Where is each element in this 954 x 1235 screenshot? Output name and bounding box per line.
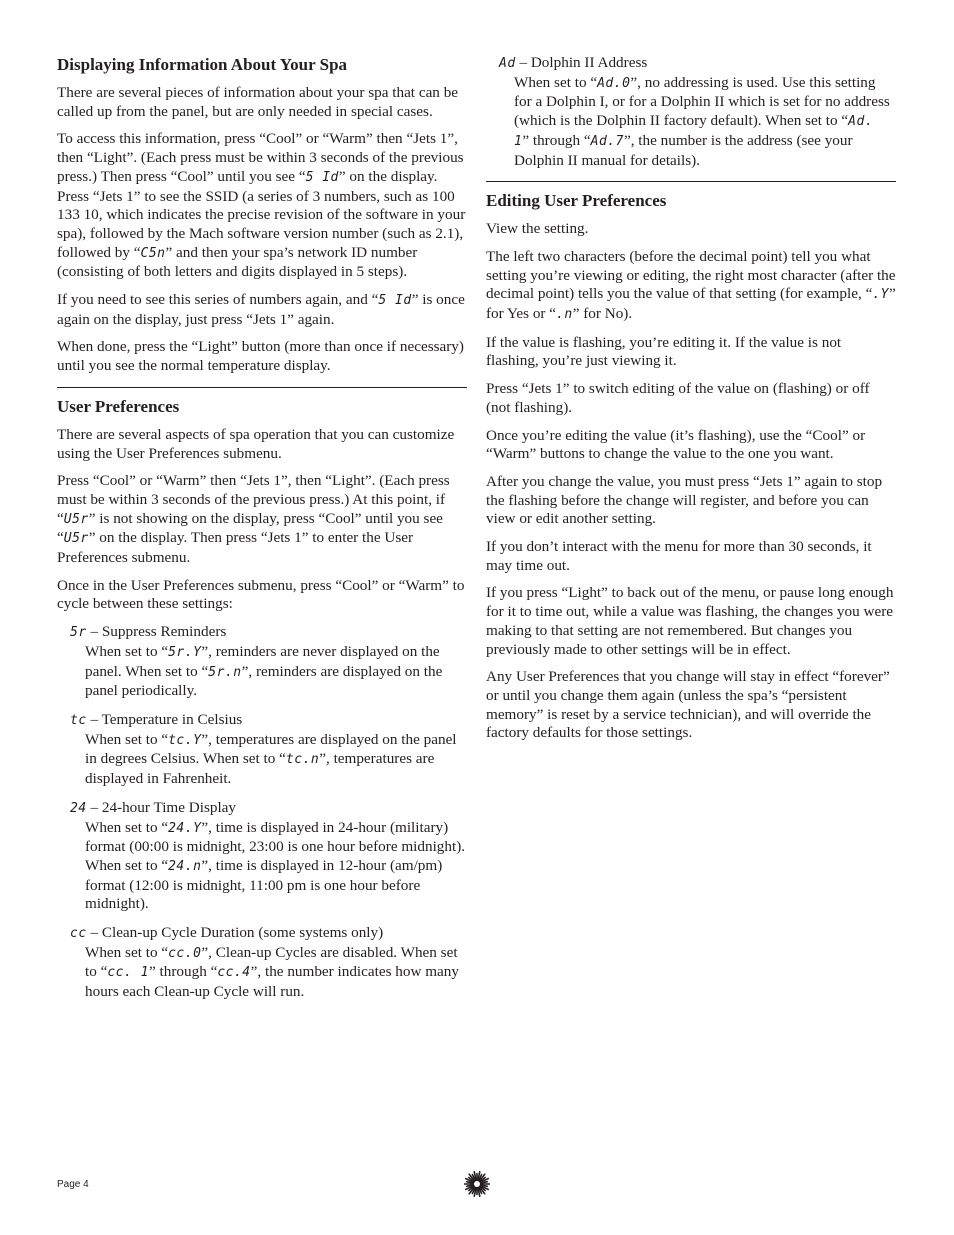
- lcd-code: U5r: [63, 511, 89, 527]
- lcd-code: C5n: [140, 245, 166, 261]
- setting-suppress-reminders: 5r – Suppress Reminders When set to “5r.Y”, reminders are never displayed on the panel. When set to “5r.n”, reminders are displayed on the panel periodically.: [70, 623, 443, 700]
- paragraph: If you don’t interact with the menu for more than 30 seconds, it may time out.: [486, 538, 872, 574]
- lcd-code: cc.4: [217, 965, 251, 981]
- lcd-code: 5r.n: [208, 664, 242, 680]
- paragraph: When done, press the “Light” button (more than once if necessary) until you see the normal temperature display.: [57, 338, 464, 375]
- paragraph: Any User Preferences that you change will stay in effect “forever” or until you change them again (unless the spa’s “persistent memory” is reset by a service technician), and will override the factory defaults for those settings.: [486, 668, 890, 742]
- section-title-user-preferences: User Preferences: [57, 396, 180, 416]
- lcd-code: .n: [556, 307, 573, 323]
- page-number: Page 4: [57, 1179, 89, 1190]
- lcd-code: tc: [70, 712, 87, 728]
- lcd-code: 5 Id: [305, 169, 339, 185]
- lcd-code: tc.n: [285, 752, 320, 768]
- lcd-code: Ad. 1: [514, 114, 874, 149]
- lcd-code: Ad.7: [590, 133, 624, 149]
- paragraph: If the value is flashing, you’re editing it. If the value is not flashing, you’re just viewing it.: [486, 333, 842, 370]
- lcd-code: 5r: [70, 625, 87, 641]
- lcd-code: 5 Id: [378, 293, 412, 309]
- paragraph: After you change the value, you must press “Jets 1” again to stop the flashing before the change will register, and before you can view or edit another setting.: [486, 472, 883, 528]
- setting-temperature-celsius: tc – Temperature in Celsius When set to “tc.Y”, temperatures are displayed on the panel in degrees Celsius. When set to “tc.n”, temperatures are displayed in Fahrenheit.: [70, 710, 457, 788]
- lcd-code: Ad: [499, 56, 516, 71]
- paragraph: Once you’re editing the value (it’s flashing), use the “Cool” or “Warm” buttons to change the value to the one you want.: [486, 426, 866, 463]
- lcd-code: 24: [70, 800, 87, 816]
- paragraph: Press “Jets 1” to switch editing of the value on (flashing) or off (not flashing).: [486, 380, 870, 416]
- setting-24-hour-time: 24 – 24-hour Time Display When set to “24.Y”, time is displayed in 24-hour (military) format (00:00 is midnight, 23:00 is one hour before midnight). When set to “24.n”, time is displayed in 12-hour (am/pm) format (12:00 is midnight, 11:00 pm is one hour before midnight).: [70, 798, 466, 913]
- lcd-code: 5r.Y: [168, 644, 202, 660]
- setting-dolphin-address: Ad – Dolphin II Address When set to “Ad.0”, no addressing is used. Use this setting for a Dolphin I, or for a Dolphin II which is set for no address (which is the Dolphin II factory default). When set to “Ad. 1” through “Ad.7”, the number is the address (see your Dolphin II manual for details).: [499, 54, 890, 169]
- paragraph: To access this information, press “Cool” or “Warm” then “Jets 1”, then “Light”. (Each press must be within 3 seconds of the previous press.) Then press “Cool” until you see “5 Id” on the display. Press “Jets 1” to see the SSID (a series of 3 numbers, such as 100 133 10, which indicates the precise revision of the software in your spa), followed by the Mach software version number (such as 2.1), followed by “C5n” and then your spa’s network ID number (consisting of both letters and digits displayed in 5 steps).: [57, 130, 466, 281]
- section-divider: [57, 387, 467, 388]
- lcd-code: 24.n: [168, 858, 202, 874]
- lcd-code: cc. 1: [107, 965, 149, 981]
- lcd-code: U5r: [63, 531, 89, 547]
- paragraph: There are several pieces of information about your spa that can be called up from the panel, but are only needed in special cases.: [57, 84, 459, 120]
- setting-clean-up-cycle: cc – Clean-up Cycle Duration (some systems only) When set to “cc.0”, Clean-up Cycles are disabled. When set to “cc. 1” through “cc.4”, the number indicates how many hours each Clean-up Cycle will run.: [70, 924, 459, 1001]
- lcd-code: .Y: [872, 287, 889, 303]
- sunburst-logo-icon: [464, 1171, 490, 1197]
- paragraph: If you need to see this series of numbers again, and “5 Id” is once again on the display, just press “Jets 1” again.: [57, 291, 465, 328]
- lcd-code: Ad.0: [597, 75, 631, 91]
- section-title-editing-preferences: Editing User Preferences: [486, 191, 667, 211]
- paragraph: Press “Cool” or “Warm” then “Jets 1”, then “Light”. (Each press must be within 3 seconds of the previous press.) At this point, if “U5r” is not showing on the display, press “Cool” until you see “U5r” on the display. Then press “Jets 1” to enter the User Preferences submenu.: [57, 472, 450, 567]
- paragraph: View the setting.: [486, 220, 589, 238]
- paragraph: There are several aspects of spa operation that you can customize using the User Preferences submenu.: [57, 425, 455, 462]
- lcd-code: 24.Y: [168, 820, 202, 836]
- section-title-displaying-info: Displaying Information About Your Spa: [57, 55, 348, 74]
- right-column: [486, 54, 896, 752]
- lcd-code: cc: [70, 926, 87, 942]
- paragraph: The left two characters (before the decimal point) tell you what setting you’re viewing or editing, the right most character (after the decimal point) tells you the value of that setting (for example, “.Y” for Yes or “.n” for No).: [486, 247, 896, 323]
- paragraph: Once in the User Preferences submenu, press “Cool” or “Warm” to cycle between these settings:: [57, 576, 465, 613]
- lcd-code: tc.Y: [168, 732, 202, 748]
- paragraph: If you press “Light” to back out of the menu, or pause long enough for it to time out, while a value was flashing, the changes you were making to that setting are not remembered. But changes you previously made to other settings will be in effect.: [486, 584, 894, 658]
- lcd-code: cc.0: [168, 945, 202, 961]
- left-column: [57, 54, 467, 1012]
- section-divider: [486, 181, 896, 182]
